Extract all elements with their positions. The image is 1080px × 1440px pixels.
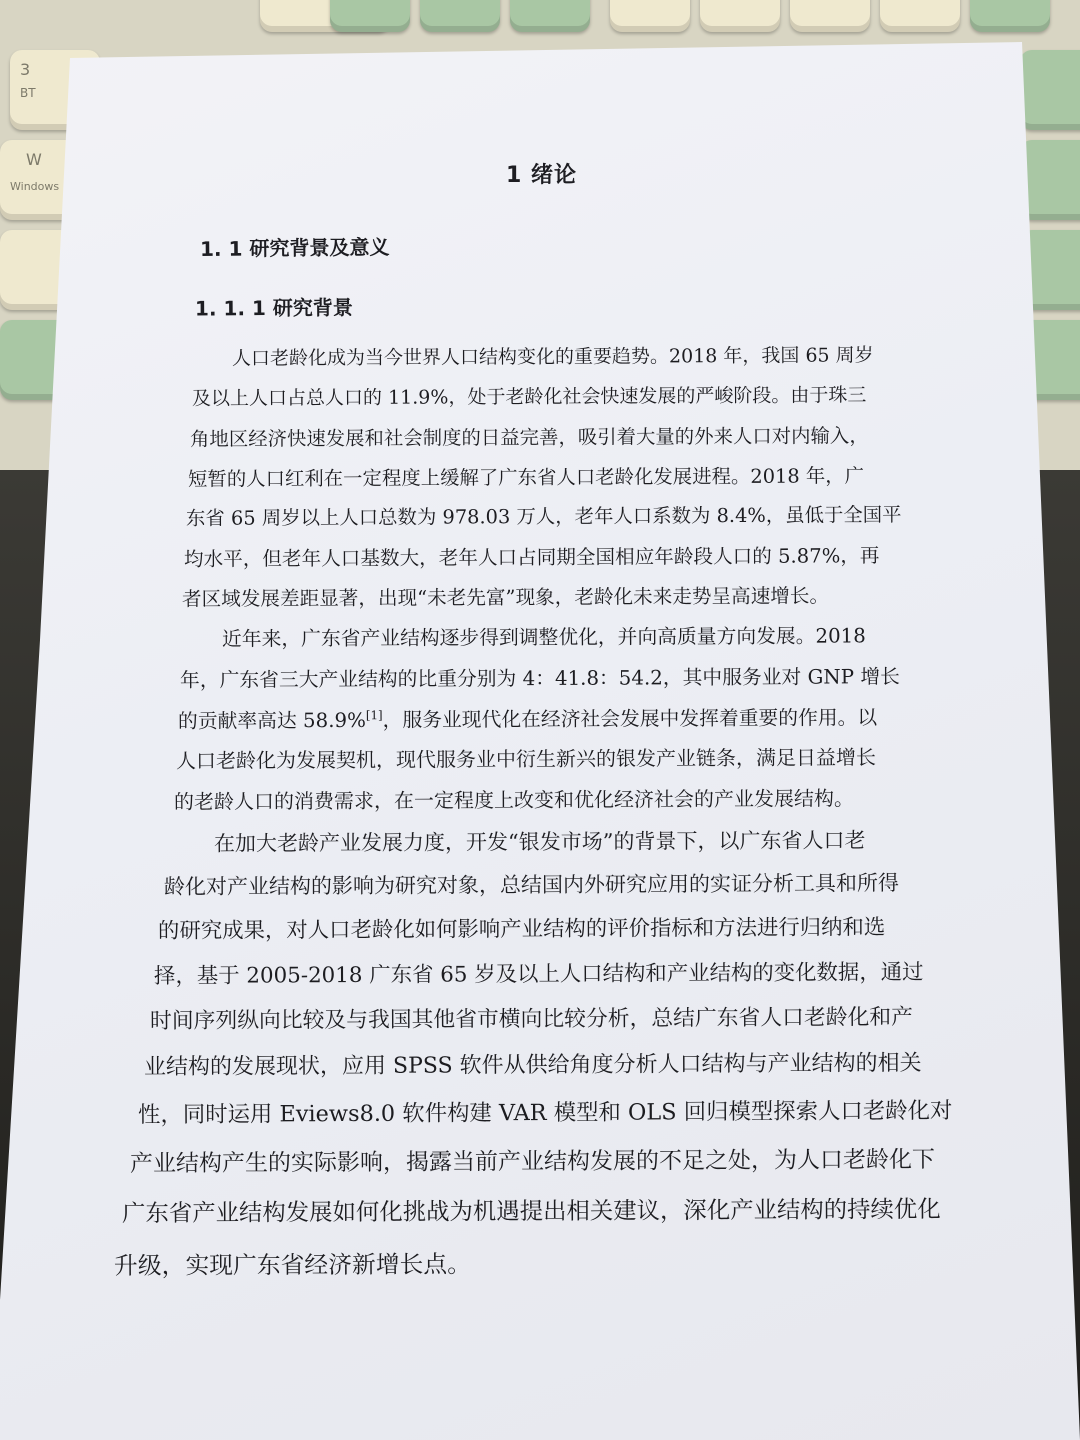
key-label: BT (20, 86, 36, 100)
paragraph-2-text: ，服务业现代化在经济社会发展中发挥着重要的作用。以 (382, 706, 878, 732)
section-title: 1. 1 研究背景及意义 (199, 235, 390, 261)
subsection-title: 1. 1. 1 研究背景 (194, 295, 353, 321)
paragraph-3-line: 性，同时运用 Eviews8.0 软件构建 VAR 模型和 OLS 回归模型探索人口老龄化对 (137, 1097, 953, 1129)
paragraph-1-line: 角地区经济快速发展和社会制度的日益完善，吸引着大量的外来人口对内输入， (189, 424, 869, 451)
paragraph-3-line: 在加大老龄产业发展力度，开发“银发市场”的背景下，以广东省人口老 (213, 828, 866, 856)
paragraph-3-line: 的研究成果，对人口老龄化如何影响产业结构的评价指标和方法进行归纳和选 (157, 915, 886, 944)
paragraph-2-line (178, 701, 877, 734)
paragraph-3-line: 广东省产业结构发展如何化挑战为机遇提出相关建议，深化产业结构的持续优化 (121, 1194, 941, 1228)
paragraph-3-line: 产业结构产生的实际影响，揭露当前产业结构发展的不足之处，为人口老龄化下 (129, 1146, 936, 1178)
key-label: Windows (10, 180, 60, 193)
paragraph-3-line: 业结构的发展现状，应用 SPSS 软件从供给角度分析人口结构与产业结构的相关 (143, 1050, 922, 1081)
paragraph-2-text: 的贡献率高达 58.9% (177, 708, 366, 733)
key-label: W (26, 150, 42, 169)
citation-marker: [1] (365, 708, 383, 723)
paragraph-3-line: 龄化对产业结构的影响为研究对象，总结国内外研究应用的实证分析工具和所得 (163, 871, 900, 899)
paragraph-2-line: 人口老龄化为发展契机，现代服务业中衍生新兴的银发产业链条，满足日益增长 (175, 745, 877, 773)
paragraph-1-line: 东省 65 周岁以上人口总数为 978.03 万人，老年人口系数为 8.4%，虽低于全国平 (185, 503, 902, 530)
chapter-title: 1 绪论 (506, 163, 577, 188)
paragraph-3-line: 时间序列纵向比较及与我国其他省市横向比较分析，总结广东省人口老龄化和产 (149, 1005, 913, 1034)
paragraph-1-line: 者区域发展差距显著，出现“未老先富”现象，老龄化未来走势呈高速增长。 (181, 584, 830, 611)
paragraph-3-line: 择，基于 2005-2018 广东省 65 岁及以上人口结构和产业结构的变化数据，通过 (153, 959, 924, 990)
paragraph-2-line: 近年来，广东省产业结构逐步得到调整优化，并向高质量方向发展。2018 (221, 624, 866, 651)
paragraph-1-line: 及以上人口占总人口的 11.9%，处于老龄化社会快速发展的严峻阶段。由于珠三 (191, 384, 867, 410)
key-label: 3 (20, 60, 31, 79)
paragraph-1-line: 均水平，但老年人口基数大，老年人口占同期全国相应年龄段人口的 5.87%，再 (183, 544, 880, 571)
paragraph-1-line: 短暂的人口红利在一定程度上缓解了广东省人口老龄化发展进程。2018 年，广 (187, 464, 865, 491)
paragraph-2-line: 的老龄人口的消费需求，在一定程度上改变和优化经济社会的产业发展结构。 (173, 786, 855, 814)
paragraph-3-line: 升级，实现广东省经济新增长点。 (113, 1250, 472, 1280)
paragraph-2-line: 年，广东省三大产业结构的比重分别为 4：41.8：54.2，其中服务业对 GNP 增长 (179, 665, 900, 692)
paragraph-1-line: 人口老龄化成为当今世界人口结构变化的重要趋势。2018 年，我国 65 周岁 (231, 344, 874, 370)
